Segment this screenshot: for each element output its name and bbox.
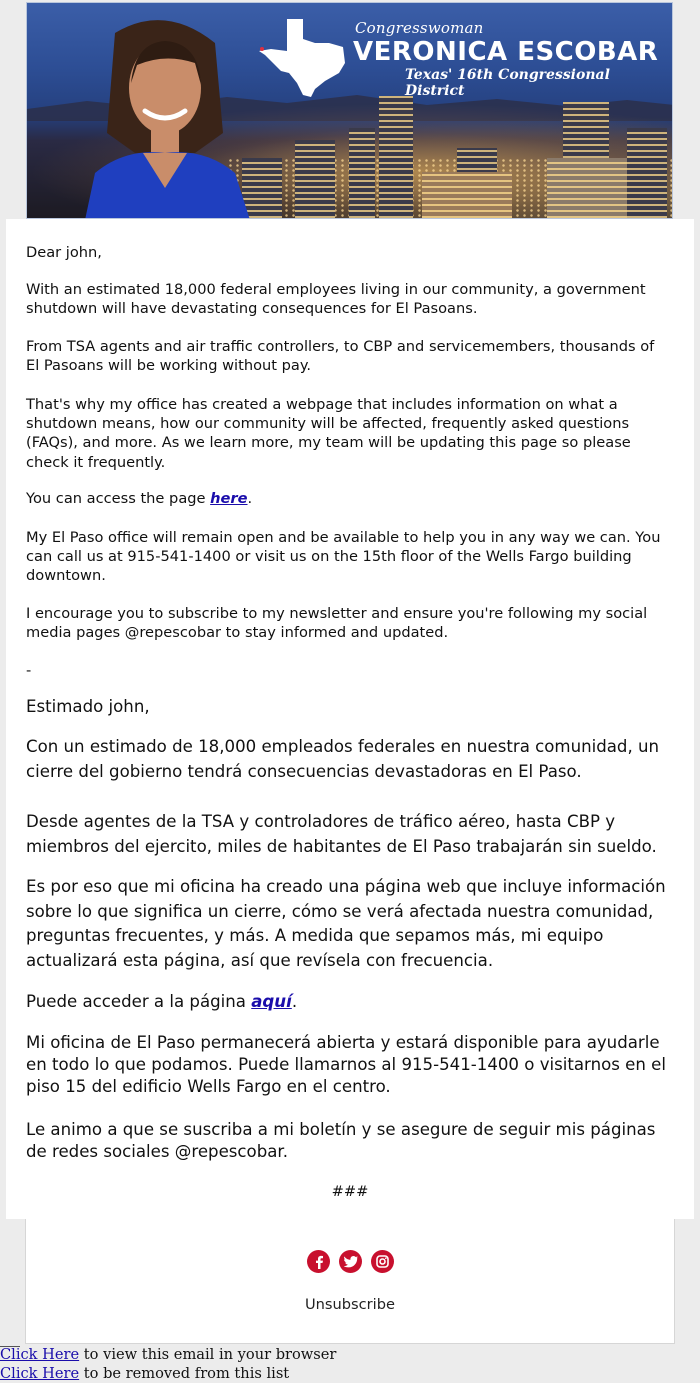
paragraph-en-1: With an estimated 18,000 federal employees living in our community, a government shutdown will have devastating consequences for El Pasoans. bbox=[26, 281, 646, 318]
paragraph-en-3: That's why my office has created a webpage that includes information on what a shutdown means, how our community will be affected, frequently asked questions (FAQs), and more. As we learn more, my team will be updating this page so please check it frequently. bbox=[26, 396, 631, 471]
paragraph-es-1: Con un estimado de 18,000 empleados federales en nuestra comunidad, un cierre del gobierno tendrá consecuencias devastadoras en El Paso. bbox=[26, 737, 660, 781]
paragraph-en-6: I encourage you to subscribe to my newsletter and ensure you're following my social media pages @repescobar to stay informed and updated. bbox=[26, 605, 648, 642]
bottom-links bbox=[0, 1345, 700, 1383]
email-footer bbox=[25, 1219, 675, 1344]
header-banner bbox=[26, 2, 673, 219]
separator: - bbox=[26, 662, 32, 679]
remove-from-list-link[interactable]: Click Here bbox=[0, 1365, 80, 1382]
paragraph-es-3: Es por eso que mi oficina ha creado una página web que incluye información sobre lo que significa un cierre, cómo se verá afectada nuestra comunidad, preguntas frecuentes, y más. A medida que sepamos más, mi equipo actualizará esta página, así que revísela con frecuencia. bbox=[26, 877, 666, 970]
header-title-name: VERONICA ESCOBAR bbox=[353, 37, 659, 67]
page-link-here[interactable]: here bbox=[210, 490, 248, 507]
paragraph-es-4-text: Puede acceder a la página bbox=[26, 992, 252, 1011]
view-in-browser-line bbox=[0, 1345, 700, 1364]
paragraph-es-5: Mi oficina de El Paso permanecerá abierta y estará disponible para ayudarle en todo lo que podamos. Puede llamarnos al 915-541-1400 o visitarnos en el piso 15 del edificio Wells Fargo en el centro. bbox=[26, 1033, 666, 1096]
building bbox=[379, 96, 413, 218]
building bbox=[349, 128, 375, 218]
paragraph-en-2: From TSA agents and air traffic controllers, to CBP and servicemembers, thousands of El Pasoans will be working without pay. bbox=[26, 338, 655, 375]
paragraph-es-6: Le animo a que se suscriba a mi boletín y se asegure de seguir mis páginas de redes sociales @repescobar. bbox=[26, 1120, 656, 1161]
social-icons bbox=[307, 1250, 394, 1273]
instagram-icon[interactable] bbox=[371, 1250, 394, 1273]
greeting-es: Estimado john, bbox=[26, 697, 150, 716]
paragraph-en-5: My El Paso office will remain open and be available to help you in any way we can. You can call us at 915-541-1400 or visit us on the 15th floor of the Wells Fargo building downtown. bbox=[26, 529, 661, 585]
remove-from-list-text: to be removed from this list bbox=[79, 1365, 290, 1382]
header-district: Texas' 16th Congressional District bbox=[405, 67, 610, 99]
remove-from-list-line bbox=[0, 1364, 700, 1383]
facebook-icon[interactable] bbox=[307, 1250, 330, 1273]
end-mark: ### bbox=[331, 1183, 369, 1200]
view-in-browser-link[interactable]: Click Here bbox=[0, 1346, 80, 1363]
greeting-en: Dear john, bbox=[26, 244, 102, 261]
email-body bbox=[6, 219, 694, 1219]
building bbox=[422, 172, 512, 218]
view-in-browser-text: to view this email in your browser bbox=[79, 1346, 337, 1363]
building bbox=[627, 128, 667, 218]
congresswoman-portrait bbox=[65, 13, 265, 219]
paragraph-es-4-suffix: . bbox=[291, 992, 298, 1011]
texas-state-icon bbox=[259, 19, 347, 97]
page-link-aqui[interactable]: aquí bbox=[251, 992, 292, 1011]
paragraph-es-4 bbox=[26, 990, 666, 1015]
building bbox=[295, 140, 335, 218]
twitter-icon[interactable] bbox=[339, 1250, 362, 1273]
paragraph-en-4-suffix: . bbox=[247, 490, 253, 507]
paragraph-en-4 bbox=[26, 489, 666, 508]
header-title-small: Congresswoman bbox=[355, 19, 484, 37]
paragraph-en-4-text: You can access the page bbox=[26, 490, 211, 507]
unsubscribe-link[interactable]: Unsubscribe bbox=[305, 1296, 395, 1313]
paragraph-es-2: Desde agentes de la TSA y controladores de tráfico aéreo, hasta CBP y miembros del ejercito, miles de habitantes de El Paso trabajarán sin sueldo. bbox=[26, 812, 657, 856]
